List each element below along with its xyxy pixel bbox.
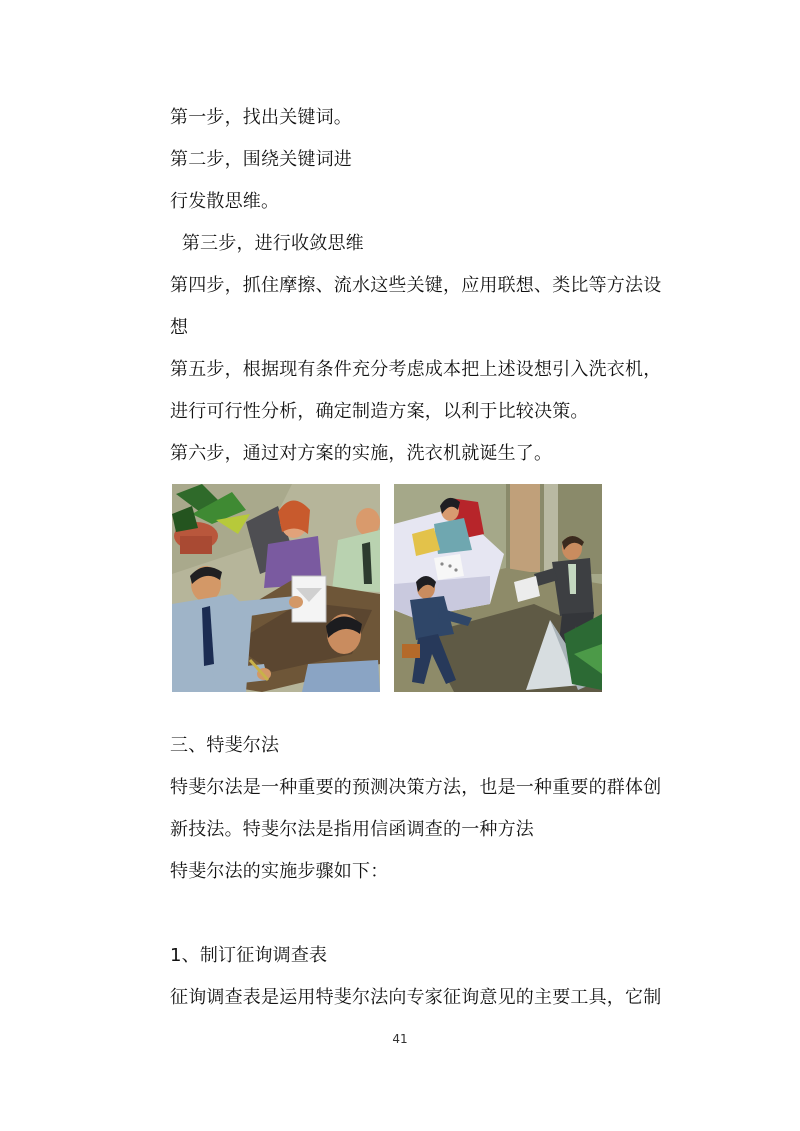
step-5-text: 第五步，根据现有条件充分考虑成本把上述设想引入洗衣机， (170, 359, 662, 380)
steps-intro-text: 特斐尔法的实施步骤如下： (170, 861, 389, 882)
step-2-continuation: 行发散思维。 (170, 191, 280, 212)
subsection-heading: 1、制订征询调查表 (170, 945, 328, 966)
page-number: 41 (392, 1032, 408, 1046)
section-heading: 三、特斐尔法 (170, 735, 280, 756)
section-intro-line-2: 新技法。特斐尔法是指用信函调查的一种方法 (170, 819, 534, 840)
step-2-text: 第二步，围绕关键词进 (170, 149, 352, 170)
meeting-illustration (172, 484, 380, 692)
section-intro-line-1: 特斐尔法是一种重要的预测决策方法，也是一种重要的群体创 (170, 777, 662, 798)
step-1-text: 第一步，找出关键词。 (170, 107, 352, 128)
step-5-continuation: 进行可行性分析，确定制造方案，以利于比较决策。 (170, 401, 589, 422)
step-4-continuation: 想 (170, 317, 189, 338)
step-6-text: 第六步，通过对方案的实施，洗衣机就诞生了。 (170, 443, 553, 464)
step-4-text: 第四步，抓住摩擦、流水这些关键，应用联想、类比等方法设 (170, 275, 662, 296)
step-3-text: 第三步，进行收敛思维 (170, 233, 364, 254)
office-illustration (394, 484, 602, 692)
subsection-text: 征询调查表是运用特斐尔法向专家征询意见的主要工具，它制 (170, 987, 662, 1008)
